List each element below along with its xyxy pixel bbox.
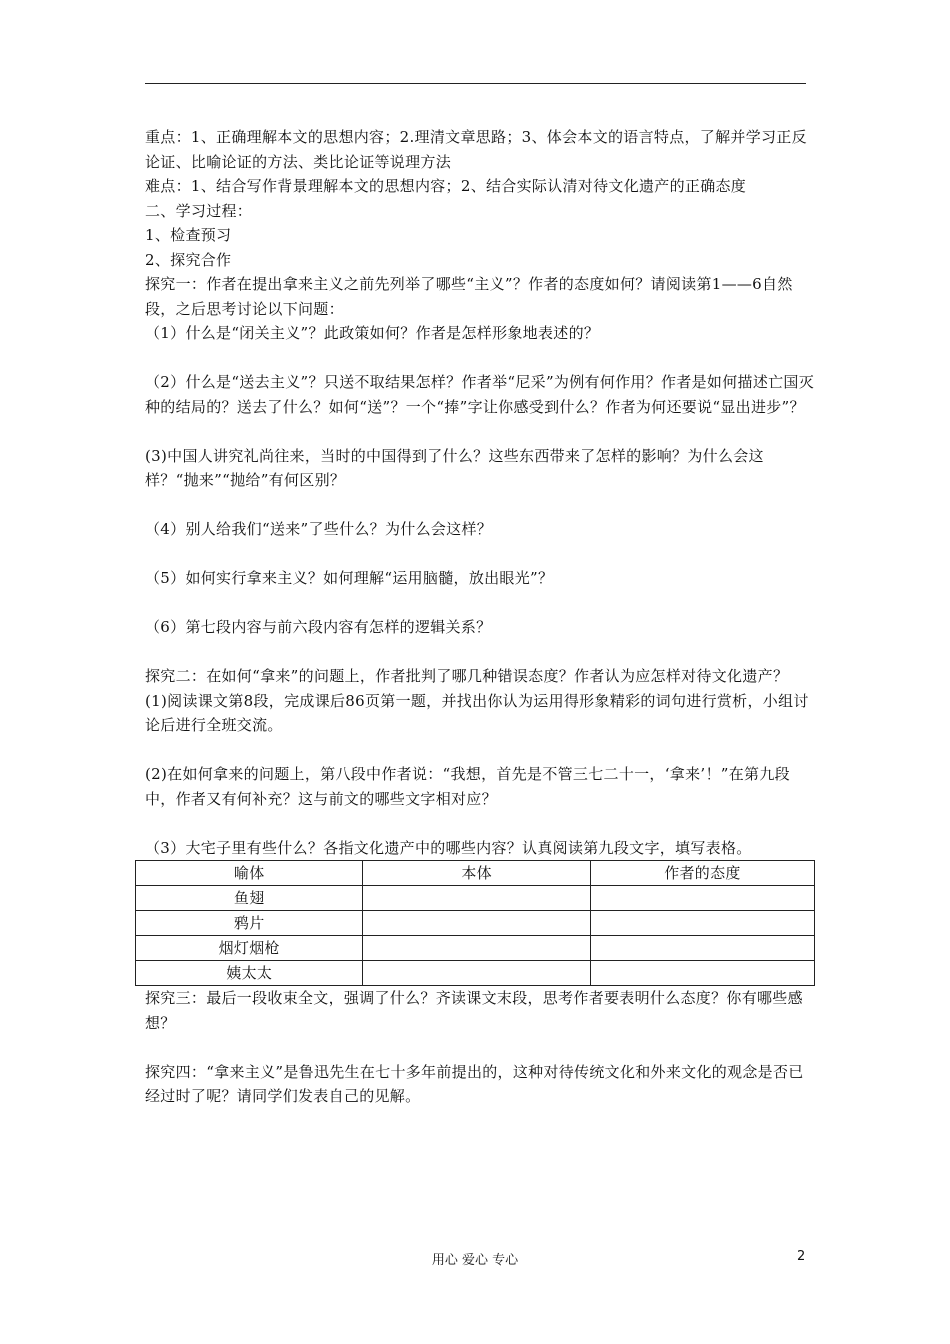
section-heading: 二、学习过程： [145,201,253,220]
question-3: (3)中国人讲究礼尚往来，当时的中国得到了什么？这些东西带来了怎样的影响？为什么会这样？“抛来”“抛给”有何区别？ [145,446,764,489]
explore-three: 探究三：最后一段收束全文，强调了什么？齐读课文末段，思考作者要表明什么态度？你有哪些感想？ [145,989,803,1032]
explore-four: 探究四：“拿来主义”是鲁迅先生在七十多年前提出的，这种对待传统文化和外来文化的观念是否已经过时了呢？请同学们发表自己的见解。 [145,1062,804,1105]
explore-two: 探究二：在如何“拿来”的问题上，作者批判了哪几种错误态度？作者认为应怎样对待文化遗产？ [145,667,789,685]
header-rule [145,83,806,84]
table-header-row [136,861,815,886]
key-points: 重点：1、正确理解本文的思想内容；2.理清文章思路；3、体会本文的语言特点，了解并学习正反论证、比喻论证的方法、类比论证等说理方法 [145,128,807,171]
table-cell-blank[interactable] [363,936,590,961]
difficulties: 难点：1、结合写作背景理解本文的思想内容；2、结合实际认清对待文化遗产的正确态度 [145,177,747,195]
table-header: 喻体 [136,861,363,886]
explore-two-question-1: (1)阅读课文第8段，完成课后86页第一题，并找出你认为运用得形象精彩的词句进行赏析，小组讨论后进行全班交流。 [145,691,809,734]
table-cell-blank[interactable] [590,886,814,911]
table-cell: 鱼翅 [136,886,363,911]
document-body [145,125,815,1109]
explore-two-question-2: (2)在如何拿来的问题上，第八段中作者说：“我想，首先是不管三七二十一，‘拿来’！”在第九段中，作者又有何补充？这与前文的哪些文字相对应？ [145,765,790,808]
table-cell-blank[interactable] [363,886,590,911]
table-cell-blank[interactable] [363,961,590,986]
page-footer: 用心 爱心 专心 [431,1253,519,1268]
table-header: 作者的态度 [590,861,814,886]
table-cell-blank[interactable] [363,911,590,936]
table-cell: 姨太太 [136,961,363,986]
table-row [136,911,815,936]
question-5: （5）如何实行拿来主义？如何理解“运用脑髓，放出眼光”？ [145,569,554,587]
metaphor-table [135,860,815,986]
explore-one: 探究一：作者在提出拿来主义之前先列举了哪些“主义”？作者的态度如何？请阅读第1——6自然段，之后思考讨论以下问题： [145,275,793,318]
question-4: （4）别人给我们“送来”了些什么？为什么会这样？ [145,520,493,538]
table-cell-blank[interactable] [590,911,814,936]
question-1: （1）什么是“闭关主义”？此政策如何？作者是怎样形象地表述的？ [145,324,600,342]
step-one: 1、检查预习 [145,226,232,244]
page-number: 2 [797,1249,806,1264]
table-cell-blank[interactable] [590,936,814,961]
table-row [136,936,815,961]
table-cell: 鸦片 [136,911,363,936]
table-row [136,886,815,911]
explore-two-question-3: （3）大宅子里有些什么？各指文化遗产中的哪些内容？认真阅读第九段文字，填写表格。 [145,838,752,857]
table-row [136,961,815,986]
question-2: （2）什么是“送去主义”？只送不取结果怎样？作者举“尼采”为例有何作用？作者是如何描述亡国灭种的结局的？送去了什么？如何“送”？一个“捧”字让你感受到什么？作者为何还要说“显出进步”？ [145,373,815,416]
table-header: 本体 [363,861,590,886]
table-cell: 烟灯烟枪 [136,936,363,961]
question-6: （6）第七段内容与前六段内容有怎样的逻辑关系？ [145,618,492,636]
table-cell-blank[interactable] [590,961,814,986]
step-two: 2、探究合作 [145,250,232,269]
